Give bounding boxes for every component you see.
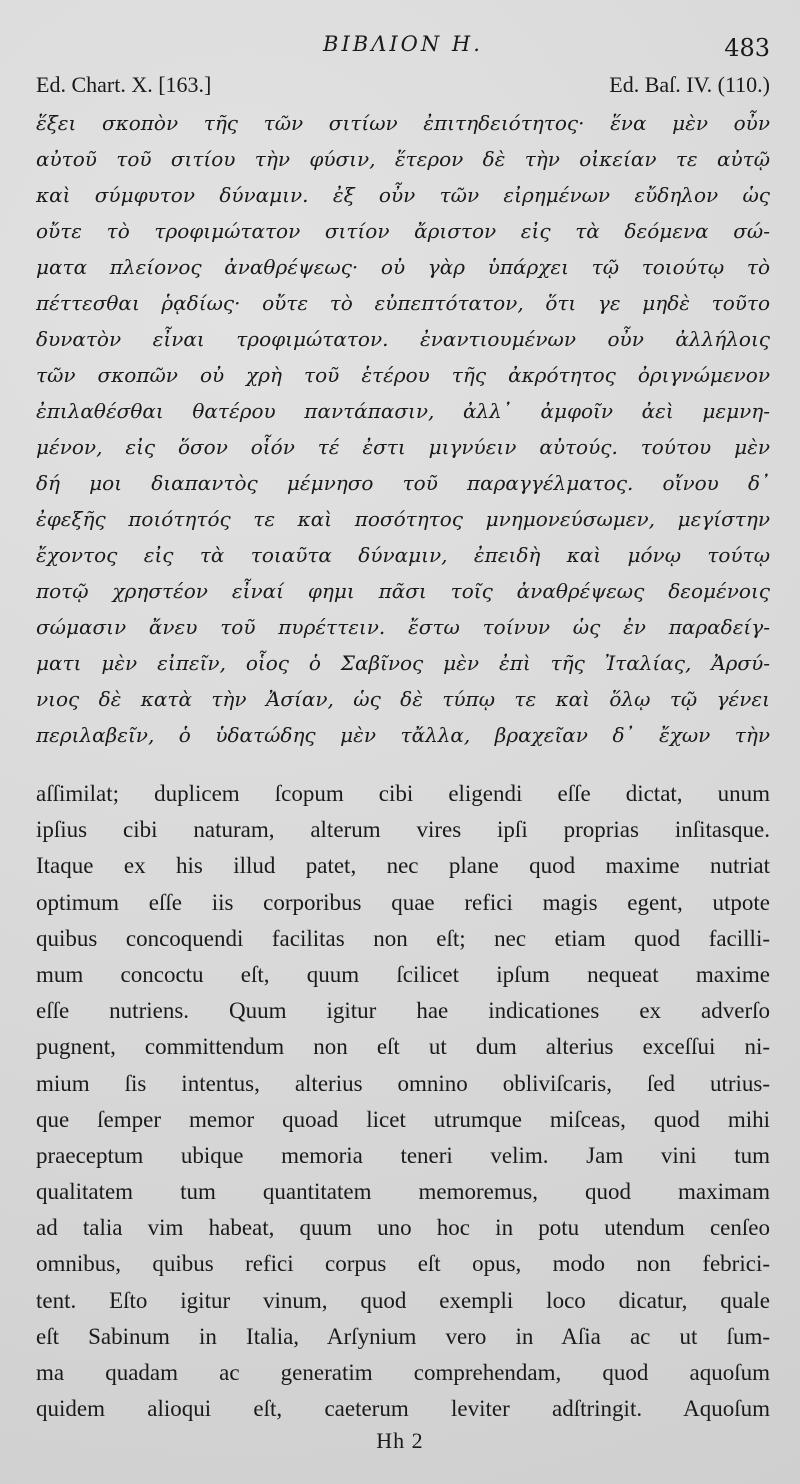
- running-title: ΒΙΒΛΙΟΝ Η.: [323, 32, 483, 56]
- latin-text-line: que ſemper memor quoad licet utrumque miſceas, quod mihi: [36, 1106, 770, 1132]
- latin-text-line: pugnent, committendum non eſt ut dum alterius exceſſui ni-: [36, 1034, 770, 1060]
- latin-text-line: tent. Eſto igitur vinum, quod exempli loco dicatur, quale: [36, 1287, 770, 1313]
- greek-text-line: ἕξει σκοπὸν τῆς τῶν σιτίων ἐπιτηδειότητος· ἕνα μὲν οὖν: [36, 111, 770, 135]
- greek-text-line: ποτῷ χρηστέον εἶναί φημι πᾶσι τοῖς ἀναθρέψεως δεομένοις: [36, 579, 770, 603]
- greek-text-line: ματα πλείονος ἀναθρέψεως· οὐ γὰρ ὑπάρχει τῷ τοιούτῳ τὸ: [36, 255, 770, 279]
- latin-text-line: omnibus, quibus refici corpus eſt opus, modo non febrici-: [36, 1251, 770, 1277]
- edition-reference-line: [36, 72, 770, 102]
- greek-text-line: πέττεσθαι ῥᾳδίως· οὔτε τὸ εὐπεπτότατον, ὅτι γε μηδὲ τοῦτο: [36, 291, 770, 315]
- greek-text-line: σώμασιν ἄνευ τοῦ πυρέττειν. ἔστω τοίνυν ὡς ἐν παραδείγ-: [36, 615, 770, 639]
- greek-text-line: ἔχοντος εἰς τὰ τοιαῦτα δύναμιν, ἐπειδὴ καὶ μόνῳ τούτῳ: [36, 543, 770, 567]
- latin-text-line: aſſimilat; duplicem ſcopum cibi eligendi eſſe dictat, unum: [36, 781, 770, 806]
- latin-text-line: eſſe nutriens. Quum igitur hae indicationes ex adverſo: [36, 998, 770, 1024]
- latin-text-line: Itaque ex his illud patet, nec plane quod maxime nutriat: [36, 853, 770, 879]
- greek-text-line: μένον, εἰς ὅσον οἷόν τέ ἐστι μιγνύειν αὐτούς. τούτου μὲν: [36, 435, 770, 459]
- greek-text-line: νιος δὲ κατὰ τὴν Ἀσίαν, ὡς δὲ τύπῳ τε καὶ ὅλῳ τῷ γένει: [36, 687, 770, 711]
- greek-text-block: [36, 105, 770, 753]
- latin-text-line: ipſius cibi naturam, alterum vires ipſi proprias inſitasque.: [36, 817, 770, 843]
- greek-text-line: ματι μὲν εἰπεῖν, οἷος ὁ Σαβῖνος μὲν ἐπὶ τῆς Ἰταλίας, Ἀρσύ-: [36, 651, 770, 675]
- latin-text-line: qualitatem tum quantitatem memoremus, quod maximam: [36, 1179, 770, 1205]
- latin-text-line: ad talia vim habeat, quum uno hoc in potu utendum cenſeo: [36, 1215, 770, 1241]
- greek-text-line: τῶν σκοπῶν οὐ χρὴ τοῦ ἑτέρου τῆς ἀκρότητος ὀριγνώμενον: [36, 363, 770, 387]
- signature-mark: Hh 2: [376, 1428, 424, 1453]
- greek-text-line: οὔτε τὸ τροφιμώτατον σιτίον ἄριστον εἰς τὰ δεόμενα σώ-: [36, 219, 770, 243]
- latin-text-line: quibus concoquendi facilitas non eſt; nec etiam quod facilli-: [36, 925, 770, 951]
- latin-text-line: optimum eſſe iis corporibus quae refici magis egent, utpote: [36, 889, 770, 915]
- greek-text-line: περιλαβεῖν, ὁ ὑδατώδης μὲν τἄλλα, βραχεῖαν δ᾽ ἔχων τὴν: [36, 723, 770, 747]
- latin-text-line: eſt Sabinum in Italia, Arſynium vero in Aſia ac ut ſum-: [36, 1323, 770, 1349]
- edition-reference-left: Ed. Chart. X. [163.]: [36, 72, 212, 97]
- latin-text-line: ma quadam ac generatim comprehendam, quod aquoſum: [36, 1360, 770, 1385]
- greek-text-line: ἐπιλαθέσθαι θατέρου παντάπασιν, ἀλλ᾽ ἀμφοῖν ἀεὶ μεμνη-: [36, 399, 770, 423]
- greek-text-line: δή μοι διαπαντὸς μέμνησο τοῦ παραγγέλματος. οἴνου δ᾽: [36, 471, 770, 495]
- edition-reference-right: Ed. Baſ. IV. (110.): [609, 72, 770, 97]
- greek-text-line: αὐτοῦ τοῦ σιτίου τὴν φύσιν, ἕτερον δὲ τὴν οἰκείαν τε αὐτῷ: [36, 147, 770, 171]
- greek-text-line: ἐφεξῆς ποιότητός τε καὶ ποσότητος μνημονεύσωμεν, μεγίστην: [36, 507, 770, 531]
- greek-text-line: καὶ σύμφυτον δύναμιν. ἐξ οὖν τῶν εἰρημένων εὔδηλον ὡς: [36, 183, 770, 207]
- latin-text-line: mum concoctu eſt, quum ſcilicet ipſum nequeat maxime: [36, 961, 770, 987]
- latin-text-block: [36, 776, 770, 1427]
- running-head: [36, 30, 770, 60]
- latin-text-line: mium ſis intentus, alterius omnino obliviſcaris, ſed utrius-: [36, 1070, 770, 1096]
- greek-text-line: δυνατὸν εἶναι τροφιμώτατον. ἐναντιουμένων οὖν ἀλλήλοις: [36, 327, 770, 351]
- latin-text-line: praeceptum ubique memoria teneri velim. Jam vini tum: [36, 1142, 770, 1168]
- latin-text-line: quidem alioqui eſt, caeterum leviter adſtringit. Aquoſum: [36, 1396, 770, 1422]
- page-number: 483: [724, 34, 770, 62]
